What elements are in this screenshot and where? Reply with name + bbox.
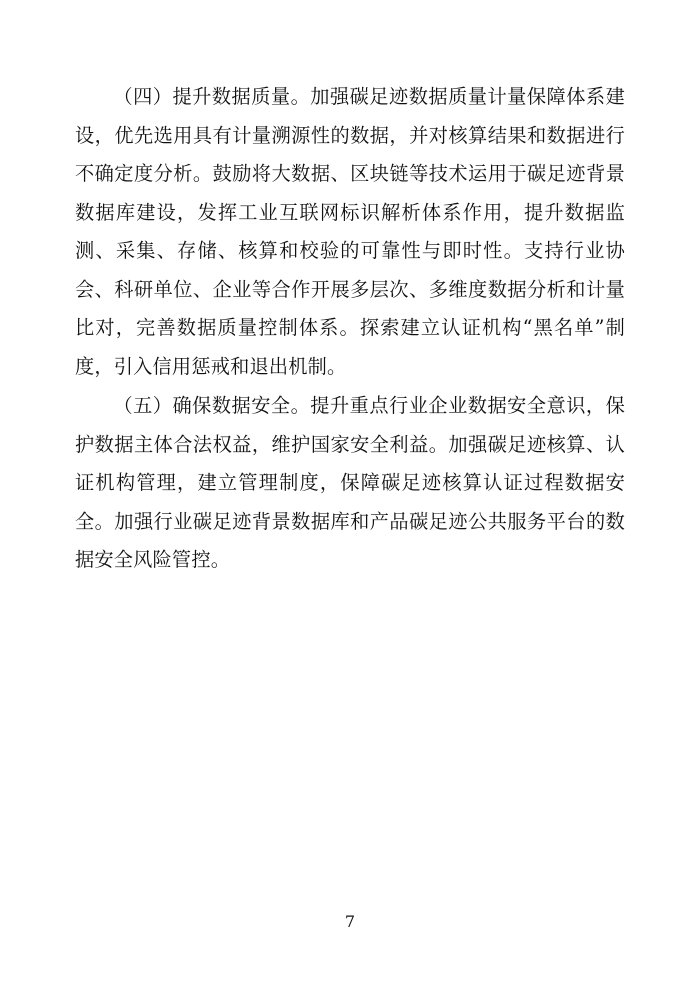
page-number: 7 (344, 912, 356, 931)
paragraph-section-five: （五）确保数据安全。提升重点行业企业数据安全意识，保护数据主体合法权益，维护国家安全利益。加强碳足迹核算、认证机构管理，建立管理制度，保障碳足迹核算认证过程数据安全。加强行业碳足迹背景数据库和产品碳足迹公共服务平台的数据安全风险管控。 (75, 394, 625, 571)
paragraph-section-four: （四）提升数据质量。加强碳足迹数据质量计量保障体系建设，优先选用具有计量溯源性的数据，并对核算结果和数据进行不确定度分析。鼓励将大数据、区块链等技术运用于碳足迹背景数据库建设，发挥工业互联网标识解析体系作用，提升数据监测、采集、存储、核算和校验的可靠性与即时性。支持行业协会、科研单位、企业等合作开展多层次、多维度数据分析和计量比对，完善数据质量控制体系。探索建立认证机构“黑名单”制度，引入信用惩戒和退出机制。 (75, 85, 625, 378)
document-body (75, 78, 625, 580)
